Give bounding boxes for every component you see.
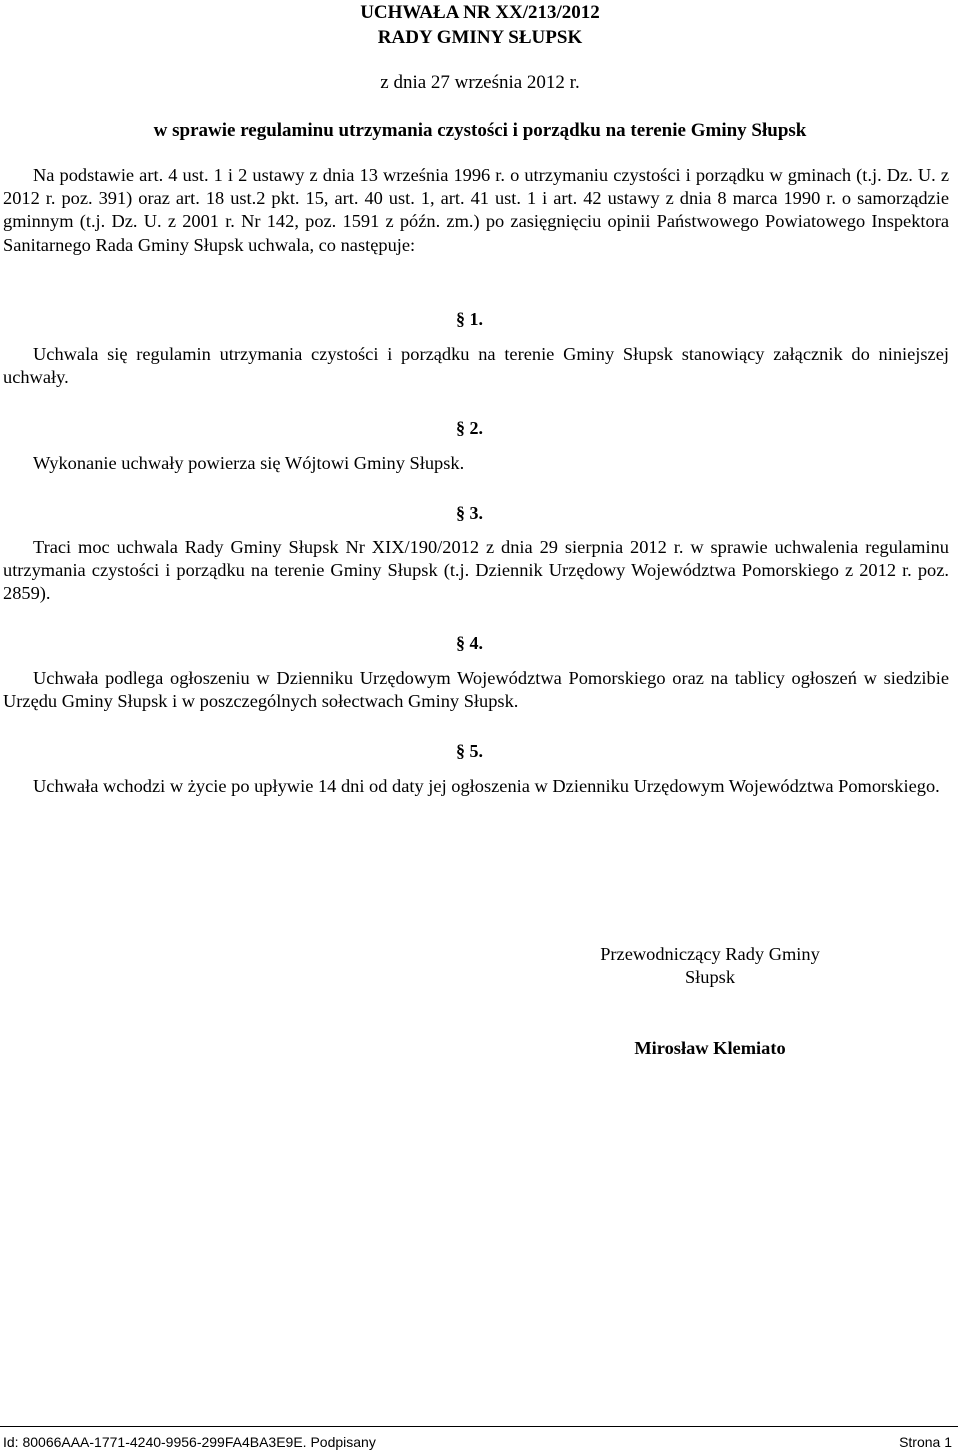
signer-name: Mirosław Klemiato [634,1038,786,1058]
signature-role-line2: Słupsk [684,967,736,987]
resolution-title [0,0,960,50]
footer-page-number: Strona 1 [899,1434,952,1450]
footer-document-id: Id: 80066AAA-1771-4240-9956-299FA4BA3E9E. Podpisany [3,1434,376,1450]
section-5-mark: § 5. [456,741,483,761]
section-1-text: Uchwala się regulamin utrzymania czystości i porządku na terenie Gminy Słupsk stanowiący załącznik do niniejszej uchwały. [3,344,949,388]
section-3-text: Traci moc uchwala Rady Gminy Słupsk Nr XIX/190/2012 z dnia 29 sierpnia 2012 r. w sprawie uchwalenia regulaminu utrzymania czystości i porządku na terenie Gminy Słupsk (t.j. Dziennik Urzędowy Województwa Pomorskiego z 2012 r. poz. 2859). [3,537,949,604]
resolution-number: UCHWAŁA NR XX/213/2012 [360,2,600,23]
section-1-mark: § 1. [456,309,483,329]
footer-divider [0,1426,958,1427]
preamble-paragraph: Na podstawie art. 4 ust. 1 i 2 ustawy z dnia 13 września 1996 r. o utrzymaniu czystości i porządku w gminach (t.j. Dz. U. z 2012 r. poz. 391) oraz art. 18 ust.2 pkt. 15, art. 40 ust. 1, art. 41 ust. 1 i art. 42 ustawy z dnia 8 marca 1990 r. o samorządzie gminnym (t.j. Dz. U. z 2001 r. Nr 142, poz. 1591 z późn. zm.) po zasięgnięciu opinii Państwowego Powiatowego Inspektora Sanitarnego Rada Gminy Słupsk uchwala, co następuje: [3,165,949,255]
council-name: RADY GMINY SŁUPSK [377,27,583,48]
signature-role [560,943,860,989]
section-2-mark: § 2. [456,418,483,438]
section-4-text: Uchwała podlega ogłoszeniu w Dzienniku Urzędowym Województwa Pomorskiego oraz na tablicy ogłoszeń w siedzibie Urzędu Gminy Słupsk i w poszczególnych sołectwach Gminy Słupsk. [3,668,949,712]
resolution-subject: w sprawie regulaminu utrzymania czystości i porządku na terenie Gminy Słupsk [153,120,807,141]
section-3-mark: § 3. [456,503,483,523]
resolution-date: z dnia 27 września 2012 r. [380,72,580,93]
section-4-mark: § 4. [456,633,483,653]
section-5-text: Uchwała wchodzi w życie po upływie 14 dni od daty jej ogłoszenia w Dzienniku Urzędowym Województwa Pomorskiego. [33,776,940,796]
section-2-text: Wykonanie uchwały powierza się Wójtowi Gminy Słupsk. [33,453,465,473]
signature-role-line1: Przewodniczący Rady Gminy [600,944,820,964]
